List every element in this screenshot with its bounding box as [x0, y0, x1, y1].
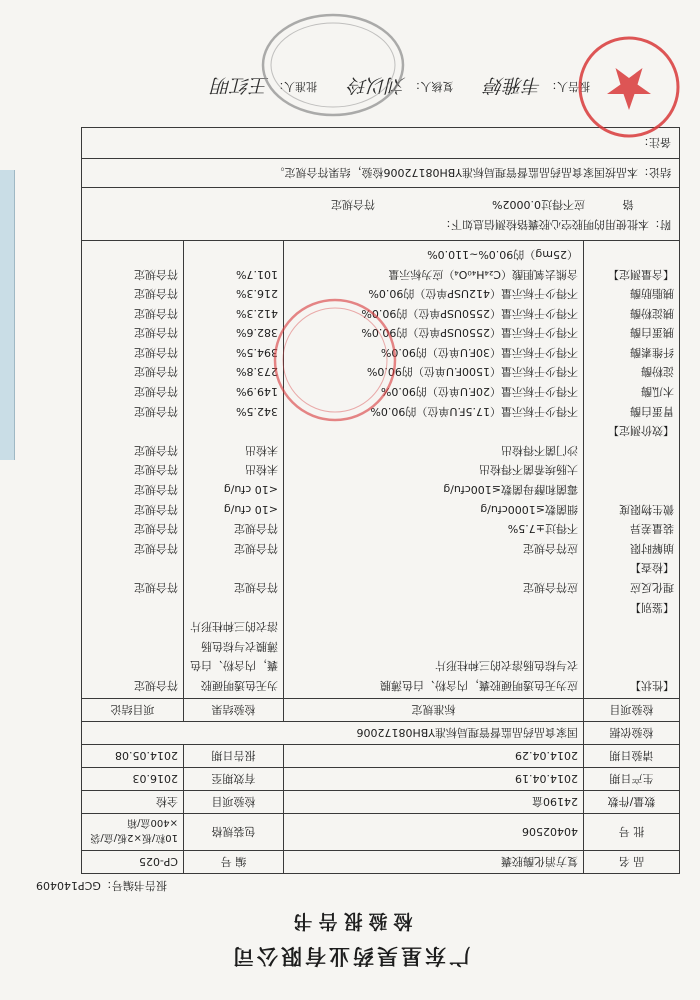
approver-label: 批准人： [272, 80, 317, 94]
result-standard-line: 沙门菌不得检出 [501, 443, 578, 457]
result-conclusion-line [87, 656, 178, 676]
info-row-qty [82, 791, 680, 814]
result-item-line: 【性状】 [630, 679, 674, 692]
result-value-line: 382.6% [236, 326, 278, 340]
approver-signature: 王红明 [211, 74, 269, 96]
result-standard-line: 衣与棕色肠溶衣的三种柱形片 [435, 659, 578, 673]
result-standard-line [289, 617, 578, 637]
qty-value: 24190盒 [284, 791, 584, 814]
result-conclusion-line: 符合规定 [134, 385, 178, 399]
result-conclusion-line: 符合规定 [134, 443, 178, 457]
result-conclusion-line: 符合规定 [134, 502, 178, 516]
result-value-line: 394.5% [236, 345, 278, 359]
item-value: 全检 [82, 791, 184, 814]
report-date-label: 报告日期 [184, 745, 284, 768]
result-item-line: 胰淀粉酶 [630, 306, 674, 320]
appendix-cell [82, 188, 680, 241]
document-title: 检验报告书 [287, 910, 413, 932]
result-value-line: 273.8% [236, 365, 278, 379]
result-conclusion-line [87, 617, 178, 637]
result-conclusion-line: 符合规定 [134, 483, 178, 497]
result-value-line: 101.7% [236, 267, 278, 281]
result-standard-line: 含熊去氧胆酸（C₂₄H₄₀O₄）应为标示量 [388, 267, 578, 281]
results-item-column [584, 241, 680, 699]
result-standard-line: （25mg）的90.0%~110.0% [427, 247, 578, 261]
conclusion-text: 本品按国家食品药品监督管理局标准YBH08172006检验，结果符合规定。 [273, 166, 638, 180]
product-value: 复方消化酶胶囊 [284, 851, 584, 874]
conclusion-row [82, 159, 680, 188]
result-conclusion-line [87, 558, 178, 578]
spec-value: 10粒/板×2板/盒/袋×400盒/箱 [82, 814, 184, 851]
info-row-request [82, 745, 680, 768]
appendix-standard: 应不得过0.0002% [492, 198, 585, 212]
result-conclusion-line: 符合规定 [134, 679, 178, 692]
appendix-item: 铬 [622, 198, 634, 212]
result-item-line: 【效价测定】 [608, 424, 674, 438]
conclusion-label: 结论： [638, 166, 671, 180]
request-date-value: 2014.04.29 [284, 745, 584, 768]
result-item-line: 胰脂肪酶 [630, 287, 674, 301]
result-item-line: 微生物限度 [619, 502, 674, 516]
result-conclusion-line: 符合规定 [134, 541, 178, 555]
result-value-line: 囊，内含粉、白色 [190, 659, 278, 673]
appendix-row [82, 188, 680, 241]
result-value-line: 未检出 [245, 463, 278, 477]
report-date-value: 2014.05.08 [82, 745, 184, 768]
result-standard-line: 应为无色透明硬胶囊，内含粉、白色薄膜 [380, 679, 578, 692]
result-conclusion-line: 符合规定 [134, 522, 178, 536]
result-item-line: 淀粉酶 [641, 365, 674, 379]
result-standard-line: 不得少于标示量（20F.U单位）的90.0% [380, 385, 578, 399]
result-value-line: 未检出 [245, 443, 278, 457]
result-value-line: 薄膜衣与棕色肠 [201, 639, 278, 653]
result-conclusion-line [87, 597, 178, 617]
appendix-label: 附： [649, 218, 671, 232]
result-item-line: 装量差异 [630, 522, 674, 536]
result-conclusion-line: 符合规定 [134, 581, 178, 595]
result-item-line: 【含量测定】 [608, 267, 674, 281]
info-row-dates [82, 768, 680, 791]
result-standard-line [289, 597, 578, 617]
result-standard-line: 不得少于标示量（17.5F.U单位）的90.0% [370, 404, 578, 418]
result-standard-line [289, 636, 578, 656]
company-name: 广东星昊药业有限公司 [230, 944, 470, 969]
result-item-line [589, 440, 674, 460]
conclusion-cell [82, 159, 680, 188]
result-value-line [189, 597, 278, 617]
result-conclusion-line [87, 421, 178, 441]
prod-date-label: 生产日期 [584, 768, 680, 791]
reporter-signature: 韦雅婷 [484, 74, 542, 96]
result-value-line: 216.3% [236, 287, 278, 301]
result-conclusion-line: 符合规定 [134, 345, 178, 359]
qty-label: 数量/件数 [584, 791, 680, 814]
results-conclusion-column [82, 241, 184, 699]
result-conclusion-line: 符合规定 [134, 404, 178, 418]
col-conclusion-header: 项目结论 [82, 699, 184, 722]
result-value-line [189, 558, 278, 578]
result-standard-line: 不得过±7.5% [507, 522, 578, 536]
result-value-line: 为无色透明硬胶 [201, 679, 278, 692]
result-conclusion-line: 符合规定 [134, 365, 178, 379]
result-conclusion-line [87, 244, 178, 264]
result-item-line: 崩解时限 [630, 541, 674, 555]
paper-edge-tab [0, 170, 15, 460]
result-item-line: 【鉴别】 [630, 600, 674, 614]
reviewer-label: 复核人： [409, 80, 454, 94]
prod-date-value: 2014.04.19 [284, 768, 584, 791]
result-item-line: 木瓜酶 [641, 385, 674, 399]
result-item-line [589, 460, 674, 480]
report-number: 报告书编号：GCP140409 [36, 879, 167, 892]
result-standard-line: 霉菌和酵母菌数≤100cfu/g [443, 483, 578, 497]
result-standard-line: 大肠埃希菌不得检出 [479, 463, 578, 477]
result-conclusion-line: 符合规定 [134, 326, 178, 340]
result-item-line [589, 656, 674, 676]
info-row-basis [82, 722, 680, 745]
spec-label: 包装规格 [184, 814, 284, 851]
result-value-line: <10 cfu/g [223, 502, 278, 516]
appendix-line [90, 214, 671, 234]
result-value-line: 符合规定 [234, 541, 278, 555]
result-standard-line: 不得少于标示量（30F.U单位）的90.0% [380, 345, 578, 359]
result-item-line: 纤维素酶 [630, 345, 674, 359]
result-item-line [589, 244, 674, 264]
result-item-line: 胃蛋白酶 [630, 404, 674, 418]
appendix-text: 本批使用的明胶空心胶囊铬检测信息如下： [440, 218, 649, 232]
info-row-batch [82, 814, 680, 851]
red-company-stamp [270, 295, 400, 425]
result-value-line: 溶衣的三种柱形片 [190, 620, 278, 634]
result-standard-line: 应符合规定 [523, 581, 578, 595]
basis-label: 检验依据 [584, 722, 680, 745]
appendix-result: 符合规定 [331, 198, 375, 212]
item-label: 检验项目 [184, 791, 284, 814]
batch-value: 40402506 [284, 814, 584, 851]
result-conclusion-line: 符合规定 [134, 267, 178, 281]
result-item-line: 【检查】 [630, 561, 674, 575]
result-value-line [189, 244, 278, 264]
basis-value: 国家食品药品监督管理局标准YBH08172006 [82, 722, 584, 745]
result-item-line [589, 636, 674, 656]
reporter-label: 报告人： [546, 80, 590, 94]
result-standard-line: 不得少于标示量（412USP单位）的90.0% [368, 287, 578, 301]
reviewer-signature: 刘以玲 [348, 74, 406, 96]
result-value-line: 149.9% [236, 385, 278, 399]
request-date-label: 请验日期 [584, 745, 680, 768]
result-value-line: 符合规定 [234, 581, 278, 595]
result-standard-line: 应符合规定 [523, 541, 578, 555]
red-quality-stamp [576, 34, 682, 140]
remark-label: 备注： [638, 136, 671, 150]
result-standard-line: 不得少于标示量（2550USP单位）的90.0% [361, 326, 578, 340]
results-result-column [184, 241, 284, 699]
expiry-label: 有效期至 [184, 768, 284, 791]
code-label: 编 号 [184, 851, 284, 874]
expiry-value: 2016.03 [82, 768, 184, 791]
result-value-line: 412.3% [236, 306, 278, 320]
result-item-line [589, 479, 674, 499]
results-header-row [82, 699, 680, 722]
result-conclusion-line [87, 636, 178, 656]
result-item-line [589, 617, 674, 637]
result-value-line [189, 421, 278, 441]
result-conclusion-line: 符合规定 [134, 287, 178, 301]
result-value-line: 342.5% [236, 404, 278, 418]
result-item-line: 胰蛋白酶 [630, 326, 674, 340]
appendix-detail-line [90, 194, 671, 214]
result-item-line: 理化反应 [630, 581, 674, 595]
gray-inspection-stamp [258, 10, 408, 120]
result-conclusion-line: 符合规定 [134, 306, 178, 320]
code-value: CP-025 [82, 851, 184, 874]
result-value-line: 符合规定 [234, 522, 278, 536]
col-standard-header: 标准规定 [284, 699, 584, 722]
result-standard-line [289, 558, 578, 578]
col-item-header: 检验项目 [584, 699, 680, 722]
result-value-line: <10 cfu/g [223, 483, 278, 497]
batch-label: 批 号 [584, 814, 680, 851]
result-standard-line: 细菌数≤1000cfu/g [480, 502, 578, 516]
result-standard-line: 不得少于标示量（1500F.U单位）的90.0% [366, 365, 578, 379]
info-row-product [82, 851, 680, 874]
inspection-table [81, 127, 680, 874]
col-result-header: 检验结果 [184, 699, 284, 722]
product-label: 品 名 [584, 851, 680, 874]
result-standard-line: 不得少于标示量（2550USP单位）的90.0% [361, 306, 578, 320]
result-conclusion-line: 符合规定 [134, 463, 178, 477]
